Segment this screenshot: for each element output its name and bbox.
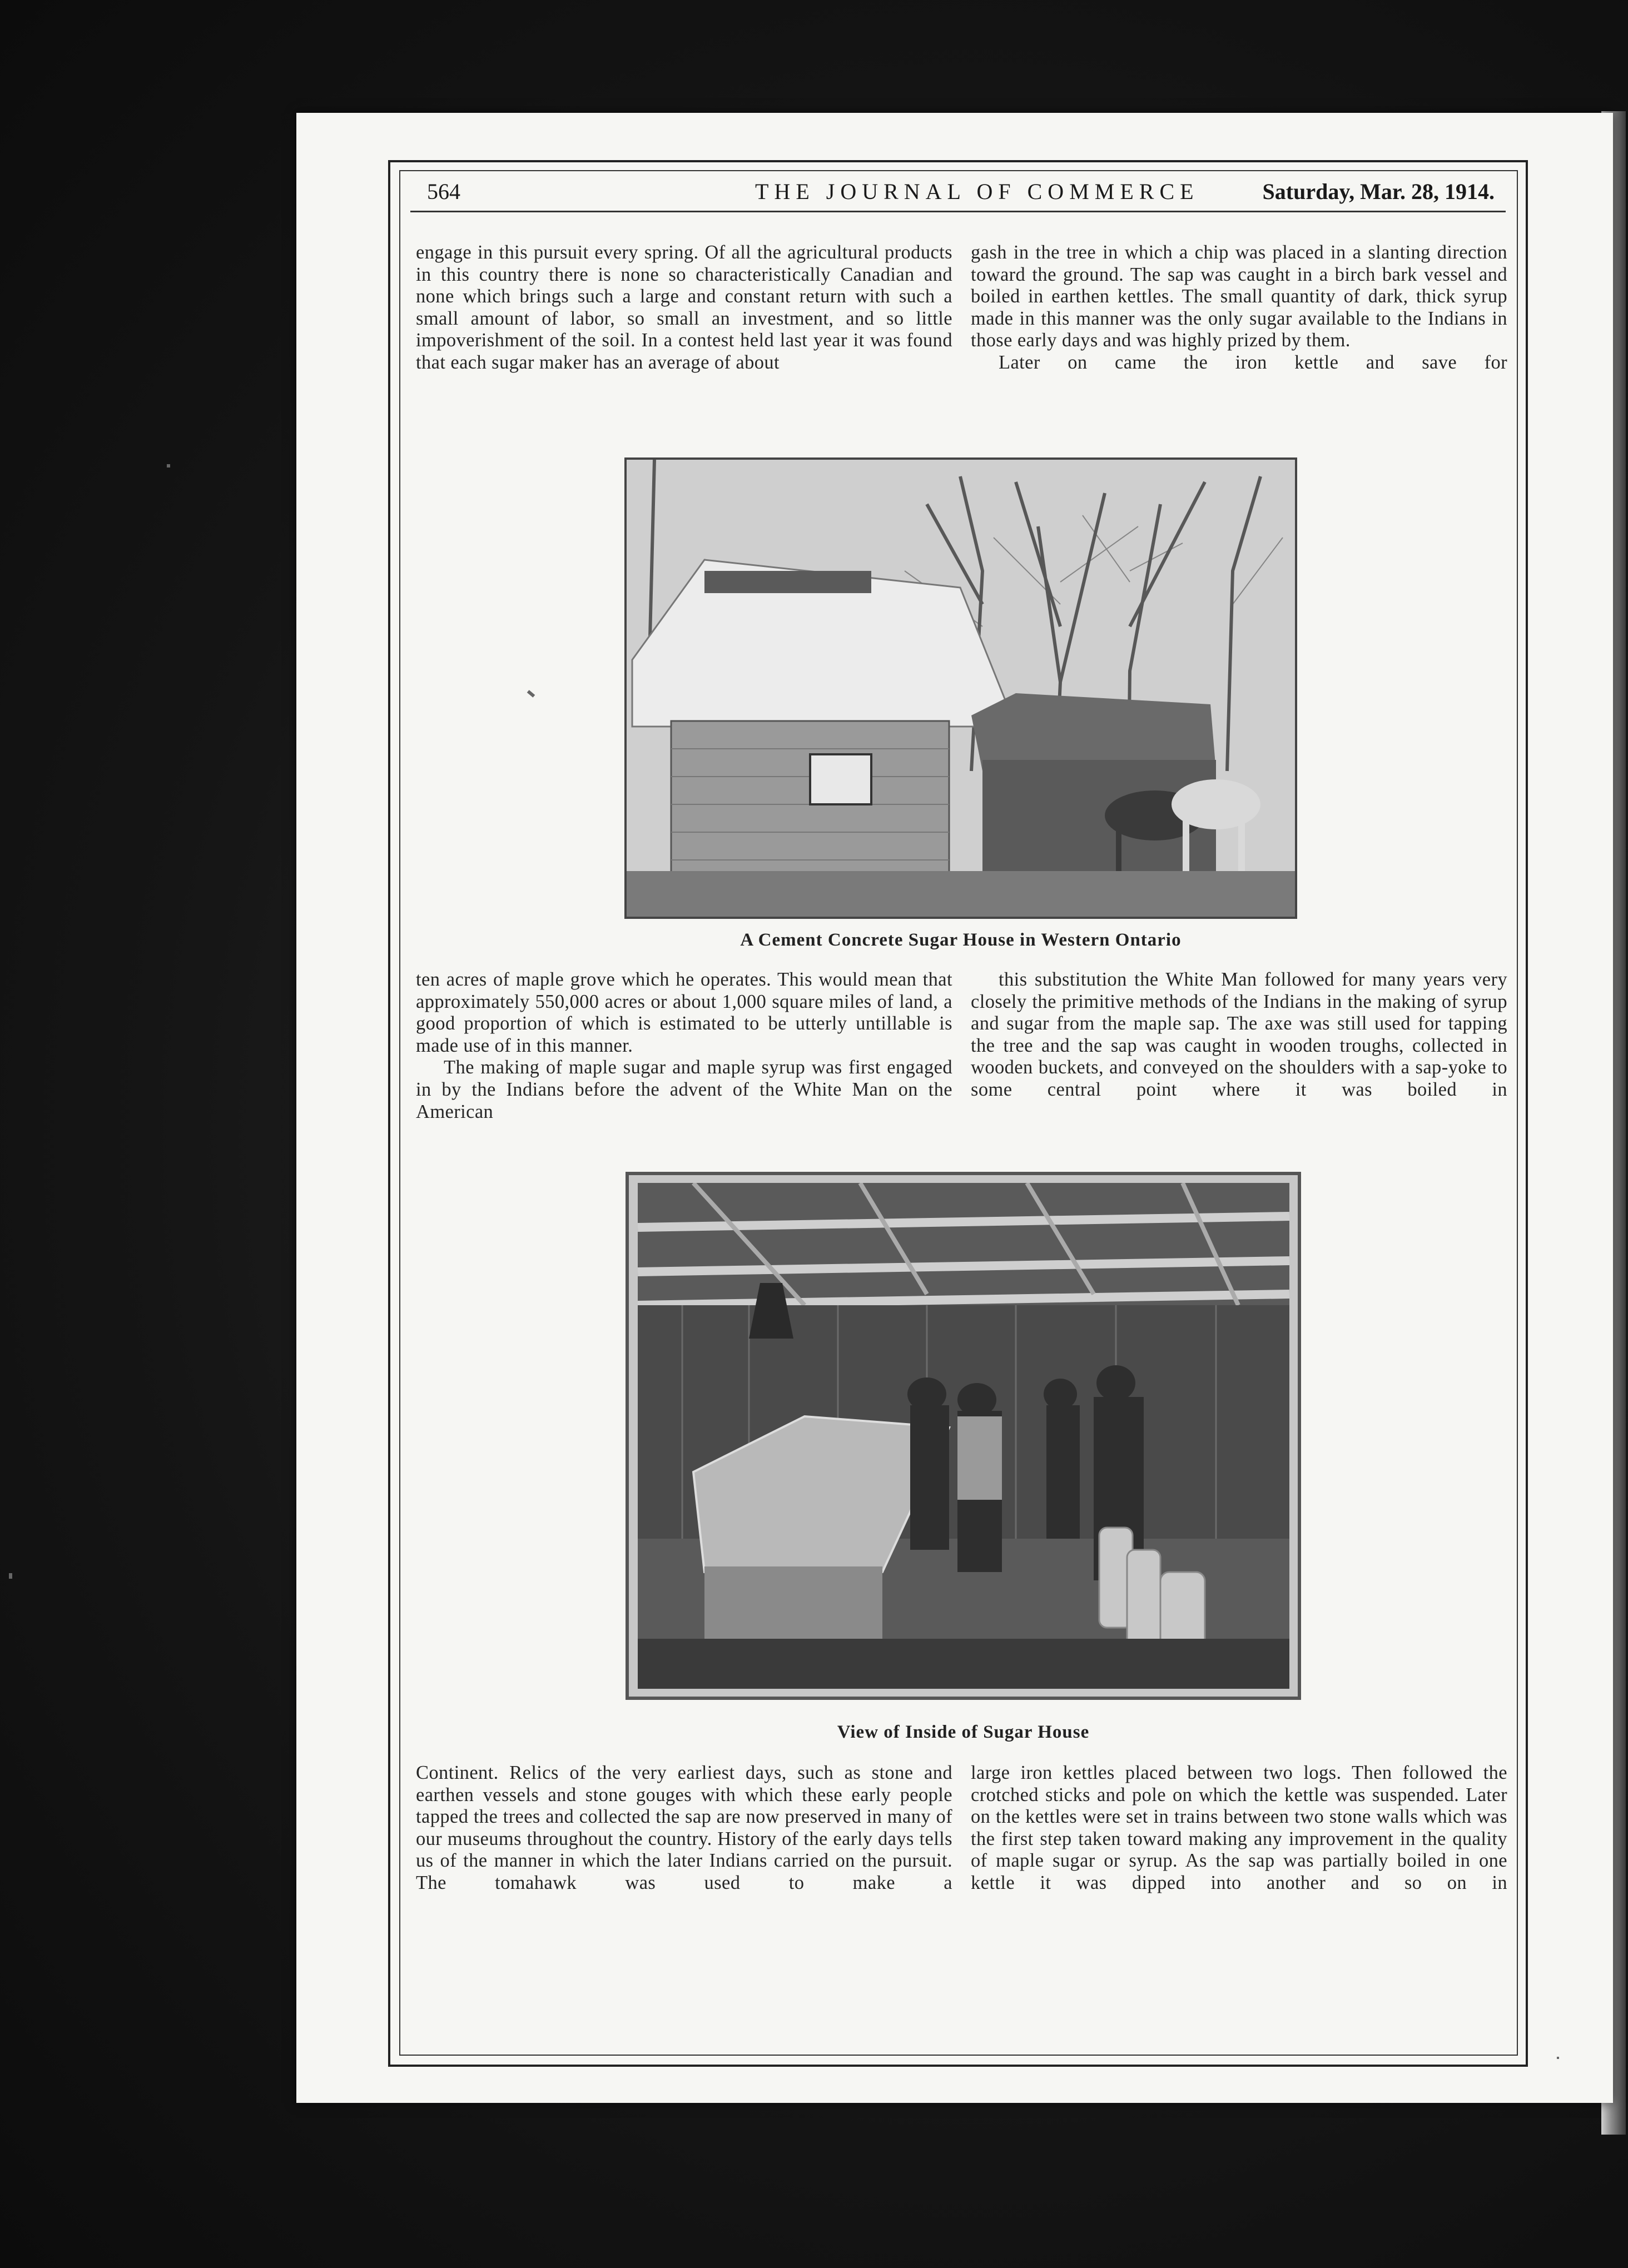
scan-dust [167,464,170,467]
paragraph: Later on came the iron kettle and save for [999,351,1507,373]
column-1-middle [416,969,952,1123]
paragraph: this substitution the White Man followed for many years very closely the primitive methods of the Indians in the making of syrup and sugar from the maple sap. The axe was still used for tapping the tree and the sap was caught in wooden troughs, collected in wooden buckets, and conveyed on the shoulders with a sap-yoke to some central point where it was boiled in [971,969,1507,1100]
paragraph: The making of maple sugar and maple syrup was first engaged in by the Indians before the advent of the White Man on the American [416,1057,952,1122]
issue-date: Saturday, Mar. 28, 1914. [1262,179,1495,204]
sugar-house-photo [624,457,1297,919]
photo-caption: A Cement Concrete Sugar House in Western Ontario [740,930,1182,950]
column-1-top [416,242,952,374]
column-2-middle [971,969,1507,1101]
paragraph: large iron kettles placed between two logs. Then followed the crotched sticks and pole on which the kettle was suspended. Later on the kettles were set in trains between two stone walls which was the first step taken toward making any improvement in the quality of maple sugar or syrup. As the sap was partially boiled in one kettle it was dipped into another and so on in [971,1762,1507,1893]
scan-dust [1557,2057,1559,2059]
column-2-top [971,242,1507,374]
newspaper-page [296,113,1613,2103]
column-1-bottom [416,1762,952,1894]
paragraph: gash in the tree in which a chip was placed in a slanting direction toward the ground. The sap was caught in a birch bark vessel and boiled in earthen kettles. The small quantity of dark, thick syrup made in this manner was the only sugar available to the Indians in those early days and was highly prized by them. [971,242,1507,351]
sugar-house-interior-illustration [638,1183,1289,1689]
page-header [410,174,1506,207]
column-2-bottom [971,1762,1507,1894]
paragraph: Continent. Relics of the very earliest days, such as stone and earthen vessels and stone gouges with which these early people tapped the trees and collected the sap are now preserved in many of our museums throughout the country. History of the early days tells us of the manner in which the later Indians carried on the pursuit. The tomahawk was used to make a [416,1762,952,1893]
scan-dust [9,1573,12,1579]
photo-caption: View of Inside of Sugar House [837,1722,1090,1742]
journal-title: THE JOURNAL OF COMMERCE [755,179,1199,204]
header-rule [410,211,1506,212]
paragraph: ten acres of maple grove which he operates. This would mean that approximately 550,000 acres or about 1,000 square miles of land, a good proportion of which is estimated to be utterly untillable is made use of in this manner. [416,969,952,1056]
paragraph: engage in this pursuit every spring. Of all the agricultural products in this country there is none so characteristically Canadian and none which brings such a large and constant return with such a small amount of labor, so small an investment, and so little impoverishment of the soil. In a contest held last year it was found that each sugar maker has an average of about [416,242,952,373]
sugar-house-interior-photo [638,1183,1289,1689]
page-number: 564 [427,179,460,204]
sugar-house-illustration [627,460,1295,917]
